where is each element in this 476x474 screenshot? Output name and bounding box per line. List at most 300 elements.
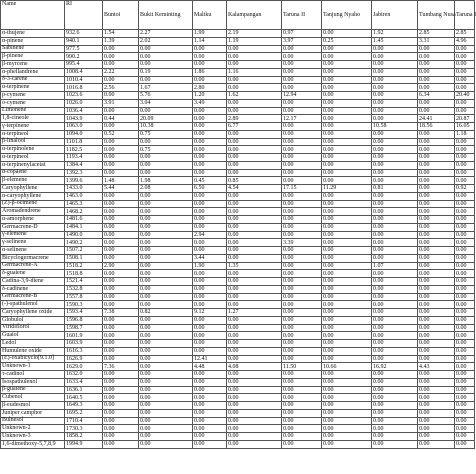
cell-compound-name: α-terpineol bbox=[1, 130, 65, 138]
cell-buntoi: 0.00 bbox=[103, 53, 139, 61]
cell-tumbang-nusa: 0.00 bbox=[418, 262, 455, 270]
cell-tanjung-nyaho: 0.00 bbox=[322, 440, 372, 448]
cell-bukit-keminting: 0.00 bbox=[139, 231, 193, 239]
cell-jabiren: 0.00 bbox=[372, 332, 418, 340]
cell-maliku: 0.00 bbox=[193, 285, 227, 293]
cell-tanjung-nyaho: 0.00 bbox=[322, 386, 372, 394]
cell-tumbang-nusa: 0.00 bbox=[418, 146, 455, 154]
cell-ri: 1026.0 bbox=[65, 99, 103, 107]
cell-tanjung-nyaho: 0.00 bbox=[322, 45, 372, 53]
cell-kalampangan: 0.00 bbox=[227, 440, 282, 448]
cell-compound-name: p-cymene bbox=[1, 92, 65, 100]
table-row bbox=[1, 154, 475, 162]
cell-ri: 1633.4 bbox=[65, 378, 103, 386]
cell-jabiren: 0.00 bbox=[372, 239, 418, 247]
cell-taruna-i: 0.00 bbox=[455, 402, 475, 410]
cell-tumbang-nusa: 2.85 bbox=[418, 30, 455, 38]
cell-taruna-ii: 0.00 bbox=[282, 440, 322, 448]
cell-kalampangan: 0.00 bbox=[227, 409, 282, 417]
cell-taruna-i: 0.00 bbox=[455, 154, 475, 162]
cell-taruna-ii: 0.00 bbox=[282, 200, 322, 208]
cell-bukit-keminting: 0.00 bbox=[139, 316, 193, 324]
cell-buntoi: 2.22 bbox=[103, 68, 139, 76]
table-row bbox=[1, 200, 475, 208]
cell-tanjung-nyaho: 0.00 bbox=[322, 270, 372, 278]
cell-maliku: 0.00 bbox=[193, 371, 227, 379]
cell-maliku: 0.00 bbox=[193, 402, 227, 410]
cell-bukit-keminting: 5.76 bbox=[139, 92, 193, 100]
cell-maliku: 0.00 bbox=[193, 216, 227, 224]
table-row bbox=[1, 402, 475, 410]
cell-tumbang-nusa: 4.43 bbox=[418, 363, 455, 371]
cell-kalampangan: 0.00 bbox=[227, 146, 282, 154]
cell-taruna-i: 0.00 bbox=[455, 138, 475, 146]
table-row bbox=[1, 409, 475, 417]
cell-compound-name: Germacrene-A bbox=[1, 262, 65, 270]
cell-bukit-keminting: 0.00 bbox=[139, 107, 193, 115]
cell-buntoi: 0.00 bbox=[103, 402, 139, 410]
cell-tumbang-nusa: 18.56 bbox=[418, 123, 455, 131]
cell-kalampangan: 0.00 bbox=[227, 378, 282, 386]
cell-maliku: 12.41 bbox=[193, 355, 227, 363]
cell-bukit-keminting: 0.00 bbox=[139, 154, 193, 162]
cell-tanjung-nyaho: 0.00 bbox=[322, 262, 372, 270]
cell-tanjung-nyaho: 0.00 bbox=[322, 146, 372, 154]
cell-buntoi: 0.00 bbox=[103, 138, 139, 146]
cell-bukit-keminting: 0.00 bbox=[139, 378, 193, 386]
cell-bukit-keminting: 0.00 bbox=[139, 347, 193, 355]
cell-bukit-keminting: 0.00 bbox=[139, 239, 193, 247]
cell-compound-name: δ-cadinene bbox=[1, 285, 65, 293]
cell-tumbang-nusa: 0.00 bbox=[418, 208, 455, 216]
cell-tumbang-nusa: 0.00 bbox=[418, 254, 455, 262]
cell-maliku: 0.00 bbox=[193, 239, 227, 247]
table-row bbox=[1, 394, 475, 402]
cell-taruna-ii: 0.00 bbox=[282, 340, 322, 348]
cell-bukit-keminting: 3.04 bbox=[139, 99, 193, 107]
cell-tanjung-nyaho: 0.00 bbox=[322, 53, 372, 61]
cell-tanjung-nyaho: 0.00 bbox=[322, 200, 372, 208]
cell-tanjung-nyaho: 0.00 bbox=[322, 324, 372, 332]
cell-maliku: 0.00 bbox=[193, 208, 227, 216]
cell-ri: 1433.0 bbox=[65, 185, 103, 193]
cell-maliku: 0.00 bbox=[193, 293, 227, 301]
cell-taruna-ii: 12.94 bbox=[282, 92, 322, 100]
cell-taruna-i: 0.00 bbox=[455, 68, 475, 76]
cell-jabiren: 0.81 bbox=[372, 185, 418, 193]
cell-jabiren: 0.00 bbox=[372, 76, 418, 84]
table-row bbox=[1, 61, 475, 69]
cell-bukit-keminting: 0.00 bbox=[139, 278, 193, 286]
cell-bukit-keminting: 0.00 bbox=[139, 425, 193, 433]
cell-tanjung-nyaho: 0.00 bbox=[322, 30, 372, 38]
cell-taruna-ii: 3.39 bbox=[282, 239, 322, 247]
cell-ri: 940.1 bbox=[65, 37, 103, 45]
cell-taruna-i: 0.00 bbox=[455, 107, 475, 115]
cell-tanjung-nyaho: 11.29 bbox=[322, 185, 372, 193]
cell-tanjung-nyaho: 0.00 bbox=[322, 115, 372, 123]
cell-tumbang-nusa: 0.00 bbox=[418, 340, 455, 348]
cell-ri: 1193.4 bbox=[65, 154, 103, 162]
cell-compound-name: γ-elemene bbox=[1, 231, 65, 239]
cell-buntoi: 0.00 bbox=[103, 386, 139, 394]
cell-ri: 1640.5 bbox=[65, 394, 103, 402]
cell-tumbang-nusa: 0.00 bbox=[418, 239, 455, 247]
cell-buntoi: 0.00 bbox=[103, 208, 139, 216]
cell-compound-name: α-terpinenylacetat bbox=[1, 161, 65, 169]
cell-taruna-i: 0.00 bbox=[455, 61, 475, 69]
header-taruna-i: Taruna I bbox=[455, 1, 475, 30]
cell-taruna-ii: 0.00 bbox=[282, 309, 322, 317]
table-row bbox=[1, 440, 475, 448]
cell-taruna-i: 0.00 bbox=[455, 394, 475, 402]
cell-taruna-i: 2.85 bbox=[455, 30, 475, 38]
cell-taruna-i: 0.00 bbox=[455, 45, 475, 53]
cell-ri: 1463.0 bbox=[65, 192, 103, 200]
cell-jabiren: 0.00 bbox=[372, 347, 418, 355]
cell-kalampangan: 0.00 bbox=[227, 247, 282, 255]
cell-kalampangan: 4.54 bbox=[227, 185, 282, 193]
cell-bukit-keminting: 0.00 bbox=[139, 76, 193, 84]
cell-taruna-ii: 0.00 bbox=[282, 254, 322, 262]
cell-buntoi: 0.00 bbox=[103, 409, 139, 417]
cell-taruna-i: 20.40 bbox=[455, 92, 475, 100]
cell-ri: 1043.9 bbox=[65, 115, 103, 123]
cell-tanjung-nyaho: 10.66 bbox=[322, 363, 372, 371]
cell-tumbang-nusa: 0.00 bbox=[418, 347, 455, 355]
cell-compound-name: α-phellandrene bbox=[1, 68, 65, 76]
cell-taruna-ii: 0.00 bbox=[282, 231, 322, 239]
cell-taruna-ii: 0.00 bbox=[282, 301, 322, 309]
cell-bukit-keminting: 0.00 bbox=[139, 200, 193, 208]
cell-taruna-i: 0.00 bbox=[455, 293, 475, 301]
cell-taruna-ii: 0.00 bbox=[282, 154, 322, 162]
cell-buntoi: 0.00 bbox=[103, 278, 139, 286]
table-row bbox=[1, 324, 475, 332]
cell-compound-name: Guaiol bbox=[1, 332, 65, 340]
cell-ri: 1507.2 bbox=[65, 247, 103, 255]
cell-jabiren: 0.00 bbox=[372, 154, 418, 162]
cell-maliku: 1.90 bbox=[193, 262, 227, 270]
cell-kalampangan: 0.00 bbox=[227, 285, 282, 293]
cell-tumbang-nusa: 0.00 bbox=[418, 270, 455, 278]
cell-jabiren: 10.58 bbox=[372, 123, 418, 131]
cell-jabiren: 0.00 bbox=[372, 402, 418, 410]
cell-taruna-ii: 0.00 bbox=[282, 223, 322, 231]
cell-taruna-i: 16.05 bbox=[455, 123, 475, 131]
table-row bbox=[1, 347, 475, 355]
cell-bukit-keminting: 1.67 bbox=[139, 84, 193, 92]
cell-maliku: 9.12 bbox=[193, 309, 227, 317]
table-row bbox=[1, 107, 475, 115]
cell-compound-name: (E)-oxabicyclo[9.1.0] bbox=[1, 355, 65, 363]
cell-kalampangan: 4.08 bbox=[227, 363, 282, 371]
cell-taruna-i: 0.00 bbox=[455, 417, 475, 425]
cell-kalampangan: 0.00 bbox=[227, 45, 282, 53]
cell-jabiren: 0.00 bbox=[372, 417, 418, 425]
cell-ri: 1016.8 bbox=[65, 84, 103, 92]
cell-maliku: 0.00 bbox=[193, 115, 227, 123]
cell-compound-name: (Z)-β-ocimene bbox=[1, 200, 65, 208]
table-row bbox=[1, 309, 475, 317]
cell-ri: 1468.2 bbox=[65, 208, 103, 216]
cell-buntoi: 0.00 bbox=[103, 154, 139, 162]
table-row bbox=[1, 371, 475, 379]
cell-jabiren: 0.00 bbox=[372, 278, 418, 286]
cell-compound-name: δ-3-carene bbox=[1, 76, 65, 84]
cell-buntoi: 0.00 bbox=[103, 146, 139, 154]
cell-kalampangan: 0.00 bbox=[227, 332, 282, 340]
cell-tumbang-nusa: 0.00 bbox=[418, 68, 455, 76]
cell-compound-name: Isospathulenol bbox=[1, 378, 65, 386]
cell-taruna-i: 0.00 bbox=[455, 192, 475, 200]
table-row bbox=[1, 254, 475, 262]
cell-taruna-ii: 0.00 bbox=[282, 84, 322, 92]
cell-tanjung-nyaho: 0.25 bbox=[322, 37, 372, 45]
cell-kalampangan: 0.00 bbox=[227, 169, 282, 177]
cell-ri: 1616.3 bbox=[65, 347, 103, 355]
cell-tanjung-nyaho: 0.00 bbox=[322, 417, 372, 425]
cell-tanjung-nyaho: 0.00 bbox=[322, 332, 372, 340]
cell-tumbang-nusa: 0.00 bbox=[418, 316, 455, 324]
cell-tumbang-nusa: 0.00 bbox=[418, 301, 455, 309]
cell-buntoi: 0.00 bbox=[103, 76, 139, 84]
cell-taruna-ii: 12.17 bbox=[282, 115, 322, 123]
cell-maliku: 0.00 bbox=[193, 278, 227, 286]
table-row bbox=[1, 123, 475, 131]
cell-taruna-i: 0.00 bbox=[455, 340, 475, 348]
cell-ri: 1598.7 bbox=[65, 324, 103, 332]
cell-maliku: 0.00 bbox=[193, 146, 227, 154]
cell-maliku: 0.00 bbox=[193, 332, 227, 340]
table-row bbox=[1, 76, 475, 84]
cell-jabiren: 0.00 bbox=[372, 316, 418, 324]
cell-ri: 1730.3 bbox=[65, 425, 103, 433]
cell-taruna-i: 0.00 bbox=[455, 177, 475, 185]
cell-compound-name: τ-cadinol bbox=[1, 371, 65, 379]
cell-taruna-i: 0.00 bbox=[455, 285, 475, 293]
cell-kalampangan: 0.00 bbox=[227, 402, 282, 410]
cell-bukit-keminting: 0.82 bbox=[139, 309, 193, 317]
table-row bbox=[1, 293, 475, 301]
cell-buntoi: 7.36 bbox=[103, 363, 139, 371]
cell-bukit-keminting: 0.00 bbox=[139, 192, 193, 200]
cell-maliku: 0.00 bbox=[193, 440, 227, 448]
cell-tanjung-nyaho: 0.00 bbox=[322, 177, 372, 185]
cell-compound-name: Unknown-3 bbox=[1, 433, 65, 441]
cell-kalampangan: 0.00 bbox=[227, 316, 282, 324]
cell-compound-name: Caryophyllene bbox=[1, 185, 65, 193]
cell-jabiren: 0.00 bbox=[372, 440, 418, 448]
cell-tumbang-nusa: 0.00 bbox=[418, 45, 455, 53]
cell-ri: 1596.8 bbox=[65, 316, 103, 324]
cell-buntoi: 0.00 bbox=[103, 239, 139, 247]
cell-buntoi: 2.56 bbox=[103, 84, 139, 92]
table-row bbox=[1, 138, 475, 146]
cell-taruna-i: 0.00 bbox=[455, 355, 475, 363]
cell-bukit-keminting: 0.00 bbox=[139, 270, 193, 278]
cell-kalampangan: 1.19 bbox=[227, 37, 282, 45]
header-buntoi: Buntoi bbox=[103, 1, 139, 30]
cell-tumbang-nusa: 0.00 bbox=[418, 84, 455, 92]
cell-jabiren: 0.00 bbox=[372, 99, 418, 107]
cell-maliku: 0.00 bbox=[193, 340, 227, 348]
cell-tumbang-nusa: 0.00 bbox=[418, 185, 455, 193]
cell-taruna-ii: 0.00 bbox=[282, 177, 322, 185]
cell-tanjung-nyaho: 0.00 bbox=[322, 84, 372, 92]
cell-taruna-ii: 0.00 bbox=[282, 433, 322, 441]
cell-taruna-i: 0.00 bbox=[455, 99, 475, 107]
cell-maliku: 0.00 bbox=[193, 409, 227, 417]
header-taruna-ii: Taruna II bbox=[282, 1, 322, 30]
cell-taruna-i: 0.00 bbox=[455, 239, 475, 247]
cell-jabiren: 1.92 bbox=[372, 30, 418, 38]
cell-buntoi: 0.00 bbox=[103, 440, 139, 448]
table-row bbox=[1, 433, 475, 441]
cell-tanjung-nyaho: 0.00 bbox=[322, 76, 372, 84]
cell-buntoi: 0.00 bbox=[103, 169, 139, 177]
cell-bukit-keminting: 20.09 bbox=[139, 115, 193, 123]
cell-tumbang-nusa: 0.00 bbox=[418, 76, 455, 84]
cell-compound-name: Juniper camphor bbox=[1, 409, 65, 417]
table-row bbox=[1, 247, 475, 255]
cell-maliku: 0.00 bbox=[193, 301, 227, 309]
cell-tanjung-nyaho: 0.00 bbox=[322, 433, 372, 441]
cell-ri: 1094.0 bbox=[65, 130, 103, 138]
table-row bbox=[1, 332, 475, 340]
cell-maliku: 1.99 bbox=[193, 30, 227, 38]
cell-kalampangan: 0.00 bbox=[227, 254, 282, 262]
cell-buntoi: 3.91 bbox=[103, 99, 139, 107]
cell-maliku: 0.00 bbox=[193, 76, 227, 84]
cell-buntoi: 0.00 bbox=[103, 231, 139, 239]
cell-ri: 1636.1 bbox=[65, 386, 103, 394]
cell-maliku: 0.00 bbox=[193, 130, 227, 138]
cell-taruna-i: 0.00 bbox=[455, 371, 475, 379]
cell-buntoi: 0.00 bbox=[103, 270, 139, 278]
cell-bukit-keminting: 0.00 bbox=[139, 61, 193, 69]
cell-maliku: 0.00 bbox=[193, 169, 227, 177]
cell-buntoi: 0.00 bbox=[103, 200, 139, 208]
cell-buntoi: 0.00 bbox=[103, 285, 139, 293]
cell-compound-name: Limonene bbox=[1, 107, 65, 115]
header-row bbox=[1, 1, 475, 30]
cell-kalampangan: 0.00 bbox=[227, 386, 282, 394]
cell-taruna-ii: 0.00 bbox=[282, 208, 322, 216]
cell-taruna-ii: 0.00 bbox=[282, 68, 322, 76]
cell-jabiren: 0.00 bbox=[372, 130, 418, 138]
cell-maliku: 0.00 bbox=[193, 378, 227, 386]
cell-tanjung-nyaho: 0.00 bbox=[322, 138, 372, 146]
cell-tumbang-nusa: 0.00 bbox=[418, 138, 455, 146]
cell-ri: 1649.3 bbox=[65, 402, 103, 410]
cell-maliku: 0.00 bbox=[193, 324, 227, 332]
cell-bukit-keminting: 0.00 bbox=[139, 254, 193, 262]
cell-taruna-i: 0.00 bbox=[455, 161, 475, 169]
cell-tanjung-nyaho: 0.00 bbox=[322, 68, 372, 76]
cell-kalampangan: 2.19 bbox=[227, 30, 282, 38]
cell-compound-name: α-thujene bbox=[1, 30, 65, 38]
cell-bukit-keminting: 0.00 bbox=[139, 223, 193, 231]
cell-tumbang-nusa: 0.00 bbox=[418, 425, 455, 433]
cell-tanjung-nyaho: 0.00 bbox=[322, 285, 372, 293]
cell-bukit-keminting: 0.00 bbox=[139, 169, 193, 177]
cell-ri: 1593.4 bbox=[65, 309, 103, 317]
cell-tumbang-nusa: 0.00 bbox=[418, 433, 455, 441]
cell-buntoi: 7.38 bbox=[103, 309, 139, 317]
cell-compound-name: Caryophyllene oxide bbox=[1, 309, 65, 317]
cell-jabiren: 0.00 bbox=[372, 146, 418, 154]
cell-bukit-keminting: 0.00 bbox=[139, 324, 193, 332]
cell-ri: 1710.4 bbox=[65, 417, 103, 425]
cell-buntoi: 0.00 bbox=[103, 254, 139, 262]
cell-compound-name: 1,6-dimethoxy-5,7,8,9 bbox=[1, 440, 65, 448]
cell-tanjung-nyaho: 0.00 bbox=[322, 208, 372, 216]
cell-kalampangan: 0.00 bbox=[227, 293, 282, 301]
cell-buntoi: 0.00 bbox=[103, 394, 139, 402]
header-ri: RI bbox=[65, 1, 103, 30]
cell-tanjung-nyaho: 0.00 bbox=[322, 278, 372, 286]
cell-buntoi: 0.00 bbox=[103, 192, 139, 200]
cell-bukit-keminting: 0.75 bbox=[139, 130, 193, 138]
cell-tanjung-nyaho: 0.00 bbox=[322, 99, 372, 107]
cell-tanjung-nyaho: 0.00 bbox=[322, 301, 372, 309]
cell-ri: 932.6 bbox=[65, 30, 103, 38]
cell-buntoi: 0.00 bbox=[103, 316, 139, 324]
cell-tumbang-nusa: 0.00 bbox=[418, 293, 455, 301]
cell-taruna-i: 1.18 bbox=[455, 130, 475, 138]
cell-taruna-ii: 0.00 bbox=[282, 285, 322, 293]
cell-taruna-i: 0.00 bbox=[455, 262, 475, 270]
cell-tumbang-nusa: 0.00 bbox=[418, 200, 455, 208]
cell-taruna-i: 0.00 bbox=[455, 316, 475, 324]
cell-jabiren: 1.45 bbox=[372, 37, 418, 45]
cell-ri: 1063.0 bbox=[65, 123, 103, 131]
cell-ri: 1603.9 bbox=[65, 340, 103, 348]
cell-jabiren: 0.00 bbox=[372, 223, 418, 231]
table-row bbox=[1, 386, 475, 394]
cell-taruna-i: 0.00 bbox=[455, 324, 475, 332]
cell-jabiren: 0.00 bbox=[372, 53, 418, 61]
cell-bukit-keminting: 0.00 bbox=[139, 417, 193, 425]
cell-compound-name: β-guaiene bbox=[1, 386, 65, 394]
cell-buntoi: 0.00 bbox=[103, 61, 139, 69]
cell-jabiren: 0.00 bbox=[372, 394, 418, 402]
cell-ri: 995.4 bbox=[65, 61, 103, 69]
cell-taruna-i: 0.00 bbox=[455, 216, 475, 224]
cell-jabiren: 0.00 bbox=[372, 208, 418, 216]
cell-compound-name: Unknown-2 bbox=[1, 425, 65, 433]
table-row bbox=[1, 30, 475, 38]
cell-bukit-keminting: 0.19 bbox=[139, 68, 193, 76]
cell-tumbang-nusa: 0.00 bbox=[418, 130, 455, 138]
table-row bbox=[1, 169, 475, 177]
cell-compound-name: α-selinene bbox=[1, 247, 65, 255]
cell-jabiren: 0.00 bbox=[372, 247, 418, 255]
cell-jabiren: 0.00 bbox=[372, 270, 418, 278]
cell-maliku: 3.44 bbox=[193, 254, 227, 262]
header-name: Name bbox=[1, 1, 65, 30]
cell-compound-name: Bicyclogermacrene bbox=[1, 254, 65, 262]
cell-bukit-keminting: 0.00 bbox=[139, 247, 193, 255]
cell-bukit-keminting: 0.00 bbox=[139, 332, 193, 340]
cell-compound-name: β-linalool bbox=[1, 138, 65, 146]
cell-kalampangan: 0.00 bbox=[227, 192, 282, 200]
cell-compound-name: β-eudesmol bbox=[1, 402, 65, 410]
cell-taruna-i: 0.00 bbox=[455, 440, 475, 448]
cell-tumbang-nusa: 0.00 bbox=[418, 285, 455, 293]
cell-jabiren: 0.00 bbox=[372, 340, 418, 348]
